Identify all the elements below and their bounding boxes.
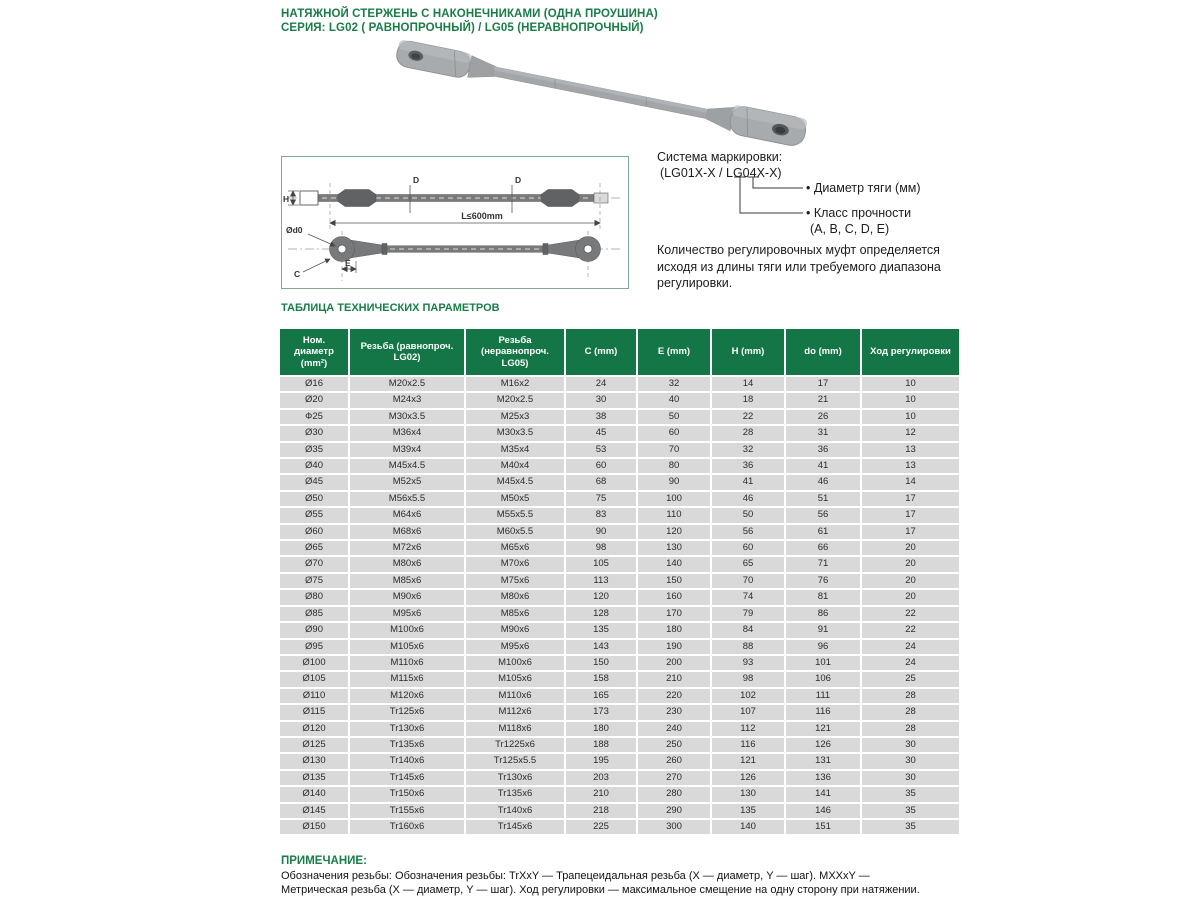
table-cell: 121 [786, 722, 860, 736]
table-cell: 13 [862, 459, 959, 473]
table-cell: 70 [638, 443, 710, 457]
table-cell: M115x6 [350, 672, 464, 686]
table-cell: 150 [566, 656, 636, 670]
table-cell: 35 [862, 820, 959, 834]
table-cell: M90x6 [466, 623, 564, 637]
dim-label-d0: Ød0 [286, 225, 303, 235]
marking-code: (LG01X-X / LG04X-X) [660, 166, 782, 180]
table-cell: 98 [566, 541, 636, 555]
table-cell: 140 [712, 820, 784, 834]
table-row [280, 525, 959, 539]
table-cell: 50 [712, 508, 784, 522]
table-cell: 32 [712, 443, 784, 457]
table-cell: 66 [786, 541, 860, 555]
table-cell: M65x6 [466, 541, 564, 555]
technical-drawing-box [281, 156, 629, 289]
table-cell: 112 [712, 722, 784, 736]
table-cell: M80x6 [350, 557, 464, 571]
table-cell: 10 [862, 393, 959, 407]
table-cell: 14 [712, 377, 784, 391]
column-header: H (mm) [712, 329, 784, 375]
table-cell: 111 [786, 689, 860, 703]
doc-title-line1: НАТЯЖНОЙ СТЕРЖЕНЬ С НАКОНЕЧНИКАМИ (ОДНА ПРОУШИНА) [281, 8, 658, 20]
table-cell: Ø135 [280, 771, 348, 785]
table-cell: 151 [786, 820, 860, 834]
table-cell: Ø20 [280, 393, 348, 407]
table-cell: 165 [566, 689, 636, 703]
table-cell: 76 [786, 574, 860, 588]
column-header: Ход регулировки [862, 329, 959, 375]
table-cell: 21 [786, 393, 860, 407]
table-row [280, 640, 959, 654]
table-cell: 190 [638, 640, 710, 654]
table-cell: 146 [786, 804, 860, 818]
table-row [280, 820, 959, 834]
table-cell: 106 [786, 672, 860, 686]
marking-note [657, 242, 941, 292]
footnote-title: ПРИМЕЧАНИЕ: [281, 855, 367, 867]
table-row [280, 443, 959, 457]
table-cell: 28 [862, 689, 959, 703]
table-cell: 20 [862, 590, 959, 604]
column-header: Резьба (неравнопроч. LG05) [466, 329, 564, 375]
table-row [280, 672, 959, 686]
table-cell: 83 [566, 508, 636, 522]
table-cell: 51 [786, 492, 860, 506]
table-row [280, 541, 959, 555]
table-cell: M120x6 [350, 689, 464, 703]
table-cell: Ø130 [280, 754, 348, 768]
table-cell: Tr1225x6 [466, 738, 564, 752]
table-row [280, 738, 959, 752]
table-cell: 250 [638, 738, 710, 752]
table-cell: M75x6 [466, 574, 564, 588]
table-cell: M95x6 [350, 607, 464, 621]
table-cell: 28 [862, 722, 959, 736]
table-cell: M52x5 [350, 475, 464, 489]
marking-note-line3: регулировки. [657, 276, 733, 290]
table-cell: Tr155x6 [350, 804, 464, 818]
table-cell: M72x6 [350, 541, 464, 555]
table-cell: 32 [638, 377, 710, 391]
table-cell: 20 [862, 574, 959, 588]
table-cell: 88 [712, 640, 784, 654]
table-cell: M16x2 [466, 377, 564, 391]
table-cell: Tr160x6 [350, 820, 464, 834]
table-cell: 61 [786, 525, 860, 539]
table-cell: Ø90 [280, 623, 348, 637]
table-cell: 56 [712, 525, 784, 539]
dim-label-length: L≤600mm [461, 211, 503, 221]
table-cell: Ø65 [280, 541, 348, 555]
table-cell: 158 [566, 672, 636, 686]
table-cell: M56x5.5 [350, 492, 464, 506]
column-header: Резьба (равнопроч. LG02) [350, 329, 464, 375]
table-cell: 56 [786, 508, 860, 522]
table-cell: 10 [862, 377, 959, 391]
table-cell: M25x3 [466, 410, 564, 424]
table-cell: Tr135x6 [466, 787, 564, 801]
table-cell: M95x6 [466, 640, 564, 654]
table-cell: 218 [566, 804, 636, 818]
table-cell: 260 [638, 754, 710, 768]
doc-title-line2: СЕРИЯ: LG02 ( РАВНОПРОЧНЫЙ) / LG05 (НЕРАВНОПРОЧНЫЙ) [281, 22, 644, 34]
product-render-image [350, 40, 870, 150]
table-cell: 120 [638, 525, 710, 539]
table-cell: 18 [712, 393, 784, 407]
table-cell: 40 [638, 393, 710, 407]
table-cell: Ø125 [280, 738, 348, 752]
table-cell: 126 [786, 738, 860, 752]
table-cell: 180 [638, 623, 710, 637]
table-cell: M68x6 [350, 525, 464, 539]
table-cell: 30 [862, 754, 959, 768]
table-cell: Ø115 [280, 705, 348, 719]
table-cell: 22 [712, 410, 784, 424]
table-cell: 100 [638, 492, 710, 506]
table-cell: M50x5 [466, 492, 564, 506]
table-row [280, 459, 959, 473]
table-cell: 22 [862, 607, 959, 621]
table-cell: 79 [712, 607, 784, 621]
table-cell: 188 [566, 738, 636, 752]
table-row [280, 410, 959, 424]
table-cell: 53 [566, 443, 636, 457]
table-cell: Ø70 [280, 557, 348, 571]
table-cell: 10 [862, 410, 959, 424]
table-cell: Ø145 [280, 804, 348, 818]
table-cell: Ø100 [280, 656, 348, 670]
table-cell: 17 [862, 508, 959, 522]
table-cell: M60x5.5 [466, 525, 564, 539]
table-cell: M112x6 [466, 705, 564, 719]
table-cell: 86 [786, 607, 860, 621]
dim-label-c: C [294, 269, 301, 279]
table-cell: M24x3 [350, 393, 464, 407]
marking-title: Система маркировки: [657, 150, 783, 164]
table-cell: Ø16 [280, 377, 348, 391]
table-cell: 130 [712, 787, 784, 801]
table-cell: M20x2.5 [350, 377, 464, 391]
column-header: Ном. диаметр (mm²) [280, 329, 348, 375]
table-cell: M118x6 [466, 722, 564, 736]
table-row [280, 557, 959, 571]
table-cell: 74 [712, 590, 784, 604]
table-row [280, 705, 959, 719]
table-cell: M85x6 [466, 607, 564, 621]
table-cell: M39x4 [350, 443, 464, 457]
table-cell: Tr130x6 [466, 771, 564, 785]
table-cell: 300 [638, 820, 710, 834]
table-cell: M45x4.5 [350, 459, 464, 473]
table-cell: 121 [712, 754, 784, 768]
table-cell: 140 [638, 557, 710, 571]
table-cell: 107 [712, 705, 784, 719]
table-row [280, 393, 959, 407]
table-cell: 14 [862, 475, 959, 489]
table-cell: 160 [638, 590, 710, 604]
table-cell: 65 [712, 557, 784, 571]
table-cell: 30 [862, 738, 959, 752]
table-cell: 116 [786, 705, 860, 719]
table-cell: Ø150 [280, 820, 348, 834]
table-cell: 105 [566, 557, 636, 571]
table-cell: 26 [786, 410, 860, 424]
doc-title [281, 7, 658, 35]
table-cell: M35x4 [466, 443, 564, 457]
table-cell: Ø85 [280, 607, 348, 621]
table-cell: 110 [638, 508, 710, 522]
table-cell: M45x4.5 [466, 475, 564, 489]
table-cell: 20 [862, 557, 959, 571]
table-cell: Ø30 [280, 426, 348, 440]
table-cell: 41 [786, 459, 860, 473]
table-cell: 290 [638, 804, 710, 818]
table-cell: Ø80 [280, 590, 348, 604]
table-cell: 70 [712, 574, 784, 588]
table-cell: 46 [712, 492, 784, 506]
table-cell: 84 [712, 623, 784, 637]
footnote-line1: Обозначения резьбы: Обозначения резьбы: TrXxY — Трапецеидальная резьба (X — диаметр, Y — шаг). MXXxY — [281, 870, 870, 882]
table-row [280, 804, 959, 818]
table-cell: 240 [638, 722, 710, 736]
table-cell: M30x3.5 [466, 426, 564, 440]
table-cell: 12 [862, 426, 959, 440]
table-cell: 170 [638, 607, 710, 621]
table-cell: 25 [862, 672, 959, 686]
table-cell: 128 [566, 607, 636, 621]
table-cell: 126 [712, 771, 784, 785]
table-row [280, 508, 959, 522]
table-cell: 91 [786, 623, 860, 637]
table-cell: 13 [862, 443, 959, 457]
table-header-row [280, 329, 959, 375]
table-cell: 81 [786, 590, 860, 604]
table-cell: M85x6 [350, 574, 464, 588]
column-header: do (mm) [786, 329, 860, 375]
table-cell: 36 [712, 459, 784, 473]
table-cell: Tr145x6 [350, 771, 464, 785]
table-cell: Tr125x5.5 [466, 754, 564, 768]
table-row [280, 656, 959, 670]
table-row [280, 689, 959, 703]
table-cell: 120 [566, 590, 636, 604]
table-cell: 75 [566, 492, 636, 506]
table-row [280, 754, 959, 768]
table-cell: 210 [638, 672, 710, 686]
table-cell: 22 [862, 623, 959, 637]
table-cell: 20 [862, 541, 959, 555]
table-cell: 143 [566, 640, 636, 654]
table-cell: M90x6 [350, 590, 464, 604]
table-cell: 60 [712, 541, 784, 555]
table-cell: M36x4 [350, 426, 464, 440]
table-cell: 150 [638, 574, 710, 588]
table-cell: 220 [638, 689, 710, 703]
table-cell: 101 [786, 656, 860, 670]
table-cell: Ø120 [280, 722, 348, 736]
table-cell: Tr150x6 [350, 787, 464, 801]
table-cell: 17 [786, 377, 860, 391]
table-cell: M70x6 [466, 557, 564, 571]
table-cell: Ø35 [280, 443, 348, 457]
table-cell: 68 [566, 475, 636, 489]
table-cell: M100x6 [466, 656, 564, 670]
table-cell: 180 [566, 722, 636, 736]
table-cell: 93 [712, 656, 784, 670]
table-cell: Tr140x6 [466, 804, 564, 818]
table-cell: 280 [638, 787, 710, 801]
dim-label-h: H [283, 194, 290, 204]
table-cell: Ø140 [280, 787, 348, 801]
table-cell: 60 [638, 426, 710, 440]
table-cell: M55x5.5 [466, 508, 564, 522]
table-cell: 41 [712, 475, 784, 489]
table-cell: 102 [712, 689, 784, 703]
table-row [280, 377, 959, 391]
table-cell: 17 [862, 492, 959, 506]
marking-note-line1: Количество регулировочных муфт определяется [657, 243, 940, 257]
table-cell: 203 [566, 771, 636, 785]
table-cell: Ø75 [280, 574, 348, 588]
table-cell: 131 [786, 754, 860, 768]
table-cell: 46 [786, 475, 860, 489]
table-row [280, 475, 959, 489]
table-cell: Ø40 [280, 459, 348, 473]
table-cell: 98 [712, 672, 784, 686]
table-cell: Tr140x6 [350, 754, 464, 768]
marking-note-line2: исходя из длины тяги или требуемого диапазона [657, 259, 941, 274]
table-cell: 28 [712, 426, 784, 440]
table-cell: 45 [566, 426, 636, 440]
footnote-line2: Метрическая резьба (X — диаметр, Y — шаг). Ход регулировки — максимальное смещение на одну сторону при натяжении. [281, 883, 920, 896]
table-header [280, 329, 959, 375]
parameters-table [278, 327, 961, 836]
table-cell: M40x4 [466, 459, 564, 473]
table-title: ТАБЛИЦА ТЕХНИЧЕСКИХ ПАРАМЕТРОВ [281, 302, 500, 314]
table-row [280, 607, 959, 621]
table-cell: 230 [638, 705, 710, 719]
technical-drawing [282, 157, 626, 286]
table-body [280, 377, 959, 834]
table-cell: Tr145x6 [466, 820, 564, 834]
table-cell: Ø95 [280, 640, 348, 654]
table-cell: M30x3.5 [350, 410, 464, 424]
table-row [280, 426, 959, 440]
table-cell: 35 [862, 787, 959, 801]
table-cell: Ø105 [280, 672, 348, 686]
dim-label-d1: D [413, 175, 420, 185]
table-cell: 90 [566, 525, 636, 539]
table-cell: Tr125x6 [350, 705, 464, 719]
table-cell: Ø50 [280, 492, 348, 506]
table-cell: 28 [862, 705, 959, 719]
table-cell: 17 [862, 525, 959, 539]
marking-callout-diameter: • Диаметр тяги (мм) [806, 181, 921, 195]
table-cell: 96 [786, 640, 860, 654]
table-row [280, 574, 959, 588]
table-cell: 71 [786, 557, 860, 571]
table-cell: 60 [566, 459, 636, 473]
table-cell: 30 [862, 771, 959, 785]
footnote-text [281, 870, 920, 897]
table-cell: 225 [566, 820, 636, 834]
table-cell: M64x6 [350, 508, 464, 522]
table-cell: Tr130x6 [350, 722, 464, 736]
table-cell: M105x6 [350, 640, 464, 654]
table-cell: 173 [566, 705, 636, 719]
table-cell: 36 [786, 443, 860, 457]
table-cell: Ф25 [280, 410, 348, 424]
table-row [280, 590, 959, 604]
table-row [280, 492, 959, 506]
table-cell: 116 [712, 738, 784, 752]
table-cell: 270 [638, 771, 710, 785]
table-cell: 24 [862, 640, 959, 654]
dim-label-e: E [345, 258, 351, 268]
table-cell: M110x6 [466, 689, 564, 703]
marking-callout-class: • Класс прочности [806, 206, 912, 220]
table-cell: 141 [786, 787, 860, 801]
table-cell: 135 [566, 623, 636, 637]
table-cell: M20x2.5 [466, 393, 564, 407]
table-cell: 135 [712, 804, 784, 818]
table-row [280, 623, 959, 637]
table-cell: Tr135x6 [350, 738, 464, 752]
table-cell: 90 [638, 475, 710, 489]
table-cell: Ø60 [280, 525, 348, 539]
marking-callout-class-values: (A, B, C, D, E) [810, 222, 890, 236]
table-cell: 130 [638, 541, 710, 555]
column-header: C (mm) [566, 329, 636, 375]
table-cell: 113 [566, 574, 636, 588]
table-cell: M110x6 [350, 656, 464, 670]
table-cell: M105x6 [466, 672, 564, 686]
table-row [280, 787, 959, 801]
table-cell: 31 [786, 426, 860, 440]
table-cell: M100x6 [350, 623, 464, 637]
table-cell: 195 [566, 754, 636, 768]
table-cell: Ø45 [280, 475, 348, 489]
dim-label-d2: D [515, 175, 522, 185]
table-cell: 38 [566, 410, 636, 424]
table-cell: 50 [638, 410, 710, 424]
table-cell: 24 [862, 656, 959, 670]
table-cell: 24 [566, 377, 636, 391]
table-cell: 80 [638, 459, 710, 473]
table-row [280, 771, 959, 785]
table-cell: M80x6 [466, 590, 564, 604]
column-header: E (mm) [638, 329, 710, 375]
table-cell: 136 [786, 771, 860, 785]
table-cell: 210 [566, 787, 636, 801]
table-cell: 35 [862, 804, 959, 818]
table-cell: Ø110 [280, 689, 348, 703]
table-cell: 200 [638, 656, 710, 670]
table-cell: 30 [566, 393, 636, 407]
table-row [280, 722, 959, 736]
table-cell: Ø55 [280, 508, 348, 522]
